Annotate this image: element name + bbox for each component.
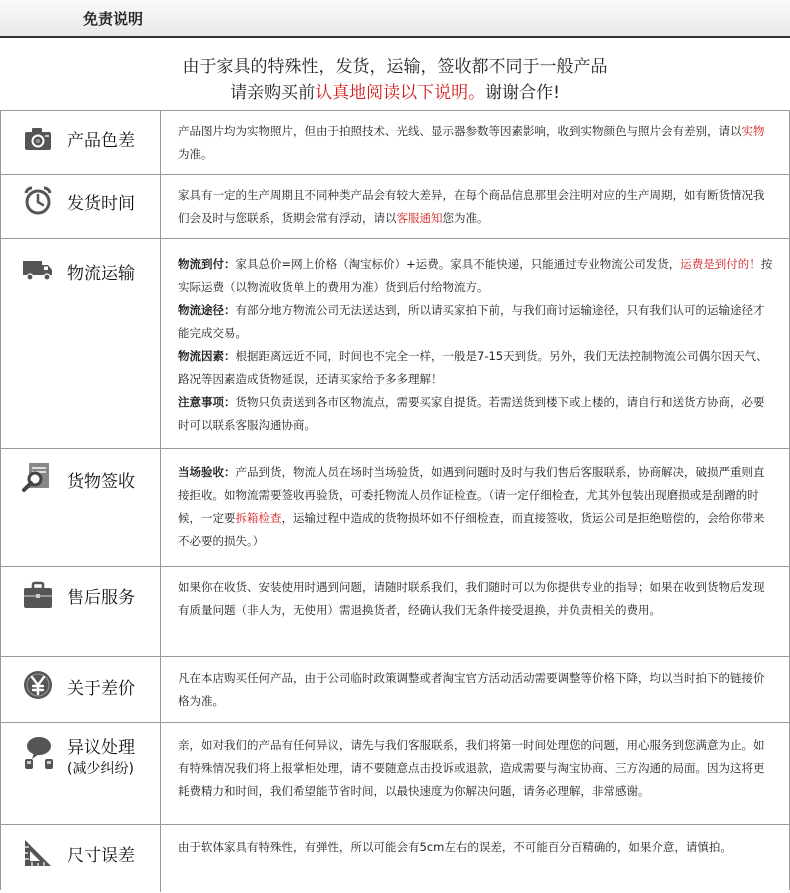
row-color-difference <box>0 110 790 175</box>
row-label: 产品色差 <box>67 131 135 151</box>
row-content <box>178 836 774 859</box>
content-paragraph <box>178 836 774 859</box>
body-text: 您为准。 <box>442 211 489 225</box>
intro-line-2-start: 请亲购买前 <box>230 83 316 103</box>
intro-notice <box>0 38 790 110</box>
intro-line-2 <box>0 78 790 103</box>
magnifier-icon <box>22 461 54 493</box>
body-text: 凡在本店购买任何产品，由于公司临时政策调整或者淘宝官方活动活动需要调整等价格下降，均以当时拍下的链接价格为准。 <box>178 671 765 708</box>
row-content <box>178 667 774 713</box>
row-receipt <box>0 448 790 567</box>
body-text: 家具有一定的生产周期且不同种类产品会有较大差异，在每个商品信息那里会注明对应的生产周期，如有断货情况我们会及时与您联系，货期会常有浮动，请以 <box>178 188 765 225</box>
paragraph-heading: 物流到付： <box>178 257 236 271</box>
content-paragraph <box>178 253 774 299</box>
body-text: 货物只负责送到各市区物流点，需要买家自提货。若需送货到楼下或上楼的，请自行和送货方协商，必要时可以联系客服沟通协商。 <box>178 395 765 432</box>
row-label: 售后服务 <box>67 588 135 608</box>
content-paragraph <box>178 391 774 437</box>
row-label: 物流运输 <box>67 264 135 284</box>
row-dispute <box>0 722 790 825</box>
body-text: 有部分地方物流公司无法送达到，所以请买家拍下前，与我们商讨运输途径，只有我们认可的运输途径才能完成交易。 <box>178 303 765 340</box>
row-content <box>178 576 774 622</box>
truck-icon <box>22 253 54 285</box>
row-label: 异议处理 <box>67 738 135 758</box>
row-shipping-time <box>0 174 790 239</box>
row-content <box>178 461 774 553</box>
paragraph-heading: 物流途径： <box>178 303 236 317</box>
row-label: 发货时间 <box>67 194 135 214</box>
body-text: 亲，如对我们的产品有任何异议，请先与我们客服联系，我们将第一时间处理您的问题，用心服务到您满意为止。如有特殊情况我们将上报掌柜处理，请不要随意点击投诉或退款，造成需要与淘宝协商、三方沟通的局面。因为这将更耗费精力和时间，我们希望能节省时间，以最快速度为你解决问题，请务必理解，非常感谢。 <box>178 738 765 798</box>
content-paragraph <box>178 345 774 391</box>
body-text: 家具总价=网上价格（淘宝标价）+运费。家具不能快递，只能通过专业物流公司发货， <box>235 257 681 271</box>
row-content <box>178 120 774 166</box>
highlight-text: 客服通知 <box>396 211 443 225</box>
set-square-icon <box>22 837 54 869</box>
row-content <box>178 734 774 803</box>
body-text: 根据距离远近不同，时间也不完全一样，一般是7-15天到货。另外，我们无法控制物流公司偶尔因天气、路况等因素造成货物延误，还请买家给予多多理解！ <box>178 349 768 386</box>
row-content <box>178 253 774 437</box>
highlight-text: 运费是到付的！ <box>680 257 761 271</box>
content-paragraph <box>178 576 774 622</box>
row-price-difference <box>0 656 790 723</box>
camera-icon <box>22 123 54 155</box>
content-paragraph <box>178 667 774 713</box>
content-paragraph <box>178 299 774 345</box>
alarm-clock-icon <box>22 185 54 217</box>
body-text: ，运输过程中造成的货物损坏如不仔细检查，而直接签收，货运公司是拒绝赔偿的，会给你带来不必要的损失。） <box>178 511 765 548</box>
content-paragraph <box>178 734 774 803</box>
intro-line-2-highlight: 认真地阅读以下说明。 <box>315 83 486 103</box>
page-title: 免责说明 <box>83 10 144 28</box>
content-paragraph <box>178 120 774 166</box>
paragraph-heading: 注意事项： <box>178 395 236 409</box>
body-text: 为准。 <box>178 147 213 161</box>
row-content <box>178 184 774 230</box>
header-bar <box>0 0 790 38</box>
row-sublabel: (减少纠纷) <box>67 761 134 777</box>
highlight-text: 实物 <box>741 124 765 138</box>
paragraph-heading: 物流因素： <box>178 349 236 363</box>
body-text: 产品图片均为实物照片，但由于拍照技术、光线、显示器参数等因素影响，收到实物颜色与照片会有差别，请以 <box>178 124 742 138</box>
speech-bubble-icon <box>22 735 56 771</box>
row-label: 关于差价 <box>67 679 135 699</box>
intro-line-1: 由于家具的特殊性，发货，运输，签收都不同于一般产品 <box>182 57 608 77</box>
yen-coin-icon <box>22 669 54 701</box>
row-logistics <box>0 238 790 449</box>
row-size-error <box>0 824 790 893</box>
intro-line-2-end: 谢谢合作! <box>485 83 560 103</box>
row-label: 尺寸误差 <box>67 846 135 866</box>
body-text: 产品到货，物流人员在场时当场验货，如遇到问题时及时与我们售后客服联系，协商解决，破损严重则直接拒收。如物流需要签收再验货，可委托物流人员作证检查。（请一定仔细检查，尤其外包装出现磨损或是刮蹭的时候，一定要 <box>178 465 765 525</box>
content-paragraph <box>178 461 774 553</box>
content-paragraph <box>178 184 774 230</box>
briefcase-icon <box>22 579 54 611</box>
row-label-group <box>67 738 135 779</box>
body-text: 由于软体家具有特殊性，有弹性，所以可能会有5cm左右的误差，不可能百分百精确的，如果介意，请慎拍。 <box>178 840 732 854</box>
paragraph-heading: 当场验收： <box>178 465 236 479</box>
body-text: 如果你在收货、安装使用时遇到问题，请随时联系我们，我们随时可以为你提供专业的指导；如果在收到货物后发现有质量问题（非人为，无使用）需退换货者，经确认我们无条件接受退换，并负责相关的费用。 <box>178 580 765 617</box>
row-after-sales <box>0 566 790 657</box>
body-text: 按实际运费（以物流收货单上的费用为准）货到后付给物流方。 <box>178 257 773 294</box>
highlight-text: 拆箱检查 <box>235 511 282 525</box>
row-label: 货物签收 <box>67 472 135 492</box>
